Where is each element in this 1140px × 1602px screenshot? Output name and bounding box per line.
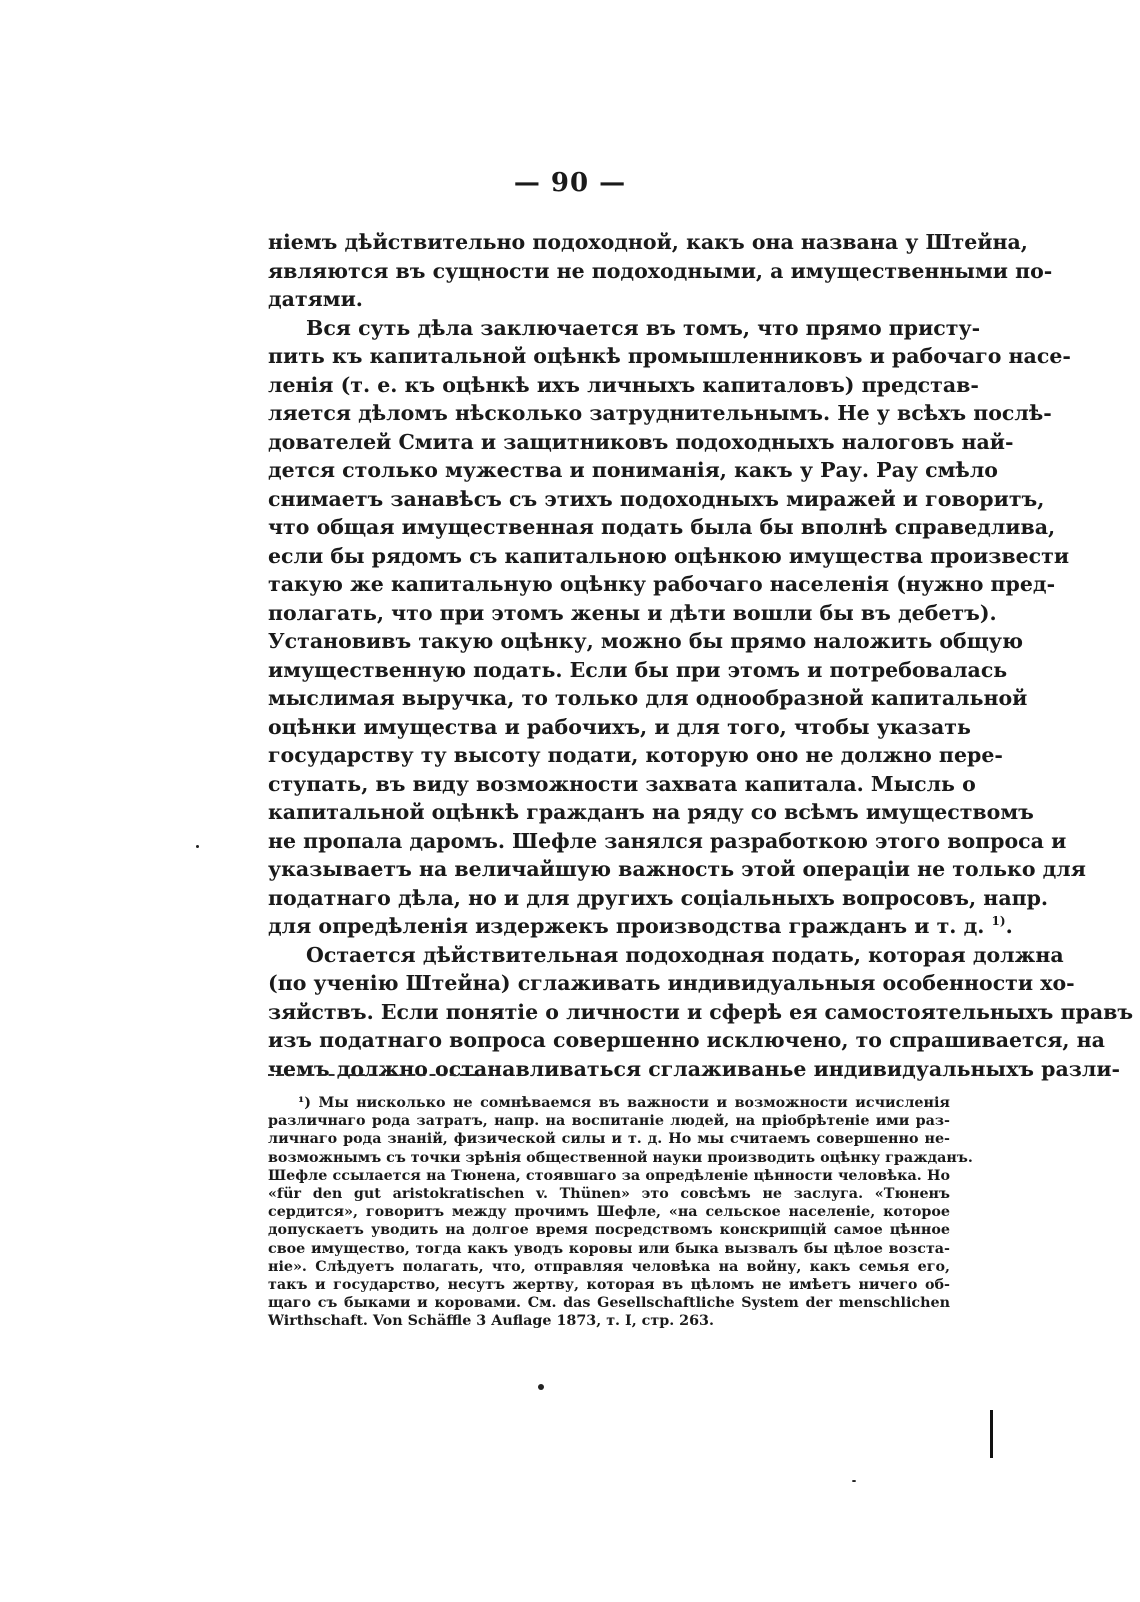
text-line: ступать, въ виду возможности захвата капитала. Мысль о [268, 771, 976, 796]
footnote-marker: ¹) [298, 1095, 312, 1111]
footnote-line: Шефле ссылается на Тюнена, стоявшаго за опредѣленіе цѣнности человѣка. Но [268, 1167, 950, 1184]
footnote-line: допускаетъ уводить на долгое время посредствомъ конскрипцій самое цѣнное [268, 1222, 950, 1239]
text-line: дется столько мужества и пониманія, какъ у Рау. Рау смѣло [268, 458, 998, 482]
text-line: Остается дѣйствительная подоходная подать, которая должна [306, 942, 1064, 967]
text-line: дователей Смита и защитниковъ подоходныхъ налоговъ най- [268, 429, 1014, 454]
footnote-line: «für den gut aristokratischen v. Thünen» это совсѣмъ не заслуга. «Тюненъ [268, 1185, 950, 1202]
ink-speck [538, 1384, 544, 1390]
text-line: ляется дѣломъ нѣсколько затруднительнымъ. Не у всѣхъ послѣ- [268, 401, 1052, 425]
main-text [268, 228, 1134, 1083]
scan-edge-mark [990, 1410, 993, 1458]
footnote-line: сердится», говоритъ между прочимъ Шефле, «на сельское населеніе, которое [268, 1204, 950, 1221]
text-line-content: для опредѣленія издержекъ производства гражданъ и т. д. [268, 914, 985, 938]
text-line: ленія (т. е. къ оцѣнкѣ ихъ личныхъ капиталовъ) представ- [268, 372, 979, 397]
page-number: — 90 — [513, 168, 627, 198]
footnote-line: различнаго рода затратъ, напр. на воспитаніе людей, на пріобрѣтеніе ими раз- [268, 1113, 950, 1130]
text-line: мыслимая выручка, то только для однообразной капитальной [268, 686, 1028, 710]
footnote-line [268, 1094, 950, 1112]
footnote-line: такъ и государство, несутъ жертву, которая въ цѣломъ не имѣетъ ничего об- [268, 1276, 950, 1293]
text-line: оцѣнки имущества и рабочихъ, и для того, чтобы указать [268, 714, 971, 739]
text-line: (по ученію Штейна) сглаживать индивидуальныя особенности хо- [268, 971, 1075, 995]
text-line: являются въ сущности не подоходными, а имущественными по- [268, 258, 1053, 283]
text-line: полагать, что при этомъ жены и дѣти вошли бы въ дебетъ). [268, 600, 997, 625]
text-line: зяйствъ. Если понятіе о личности и сферѣ ея самостоятельныхъ правъ [268, 999, 1134, 1024]
footnote-line: ніе». Слѣдуетъ полагать, что, отправляя человѣка на войну, какъ семья его, [268, 1258, 950, 1275]
text-line: изъ податнаго вопроса совершенно исключено, то спрашивается, на [268, 1028, 1105, 1052]
text-line: капитальной оцѣнкѣ гражданъ на ряду со всѣмъ имуществомъ [268, 800, 1034, 824]
footnote-line: возможнымъ съ точки зрѣнія общественной науки производить оцѣнку гражданъ. [268, 1149, 973, 1166]
footnote-line: свое имущество, тогда какъ уводъ коровы или быка вызвалъ бы цѣлое возста- [268, 1240, 950, 1257]
footnote-line: щаго съ быками и коровами. См. das Gesellschaftliche System der menschlichen [268, 1295, 950, 1312]
text-line: ніемъ дѣйствительно подоходной, какъ она названа у Штейна, [268, 230, 1028, 254]
text-line: чемъ должно останавливаться сглаживанье индивидуальныхъ разли- [268, 1056, 1121, 1081]
text-line: имущественную подать. Если бы при этомъ и потребовалась [268, 657, 1008, 682]
text-line: что общая имущественная подать была бы вполнѣ справедлива, [268, 515, 1056, 539]
footnote-line-content: Мы нисколько не сомнѣваемся въ важности и возможности исчисленія [318, 1095, 950, 1111]
text-line: Вся суть дѣла заключается въ томъ, что прямо присту- [306, 315, 981, 340]
text-line: указываетъ на величайшую важность этой операціи не только для [268, 857, 1086, 881]
text-line: податнаго дѣла, но и для другихъ соціальныхъ вопросовъ, напр. [268, 885, 1049, 910]
footnote-line: Wirthschaft. Von Schäffle 3 Auflage 1873, т. I, стр. 263. [268, 1313, 714, 1330]
text-line: не пропала даромъ. Шефле занялся разработкою этого вопроса и [268, 828, 1067, 853]
footnote-reference: 1) [991, 914, 1006, 929]
text-line: пить къ капитальной оцѣнкѣ промышленниковъ и рабочаго насе- [268, 344, 1071, 368]
text-line: Установивъ такую оцѣнку, можно бы прямо наложить общую [268, 629, 1024, 653]
text-line: если бы рядомъ съ капитальною оцѣнкою имущества произвести [268, 543, 1070, 568]
ink-speck [852, 1480, 856, 1482]
text-line: датями. [268, 287, 363, 311]
footnotes [268, 1094, 973, 1330]
text-line: такую же капитальную оцѣнку рабочаго населенія (нужно пред- [268, 572, 1056, 596]
text-line: для опредѣленія издержекъ производства гражданъ и т. д. $^{1)}$. [268, 914, 1013, 938]
ink-speck [196, 845, 199, 848]
text-line: государству ту высоту подати, которую оно не должно пере- [268, 743, 1003, 767]
text-line: снимаетъ занавѣсъ съ этихъ подоходныхъ миражей и говоритъ, [268, 486, 1045, 511]
footnote-divider [268, 1074, 486, 1076]
footnote-line: личнаго рода знаній, физической силы и т. д. Но мы считаемъ совершенно не- [268, 1131, 950, 1148]
